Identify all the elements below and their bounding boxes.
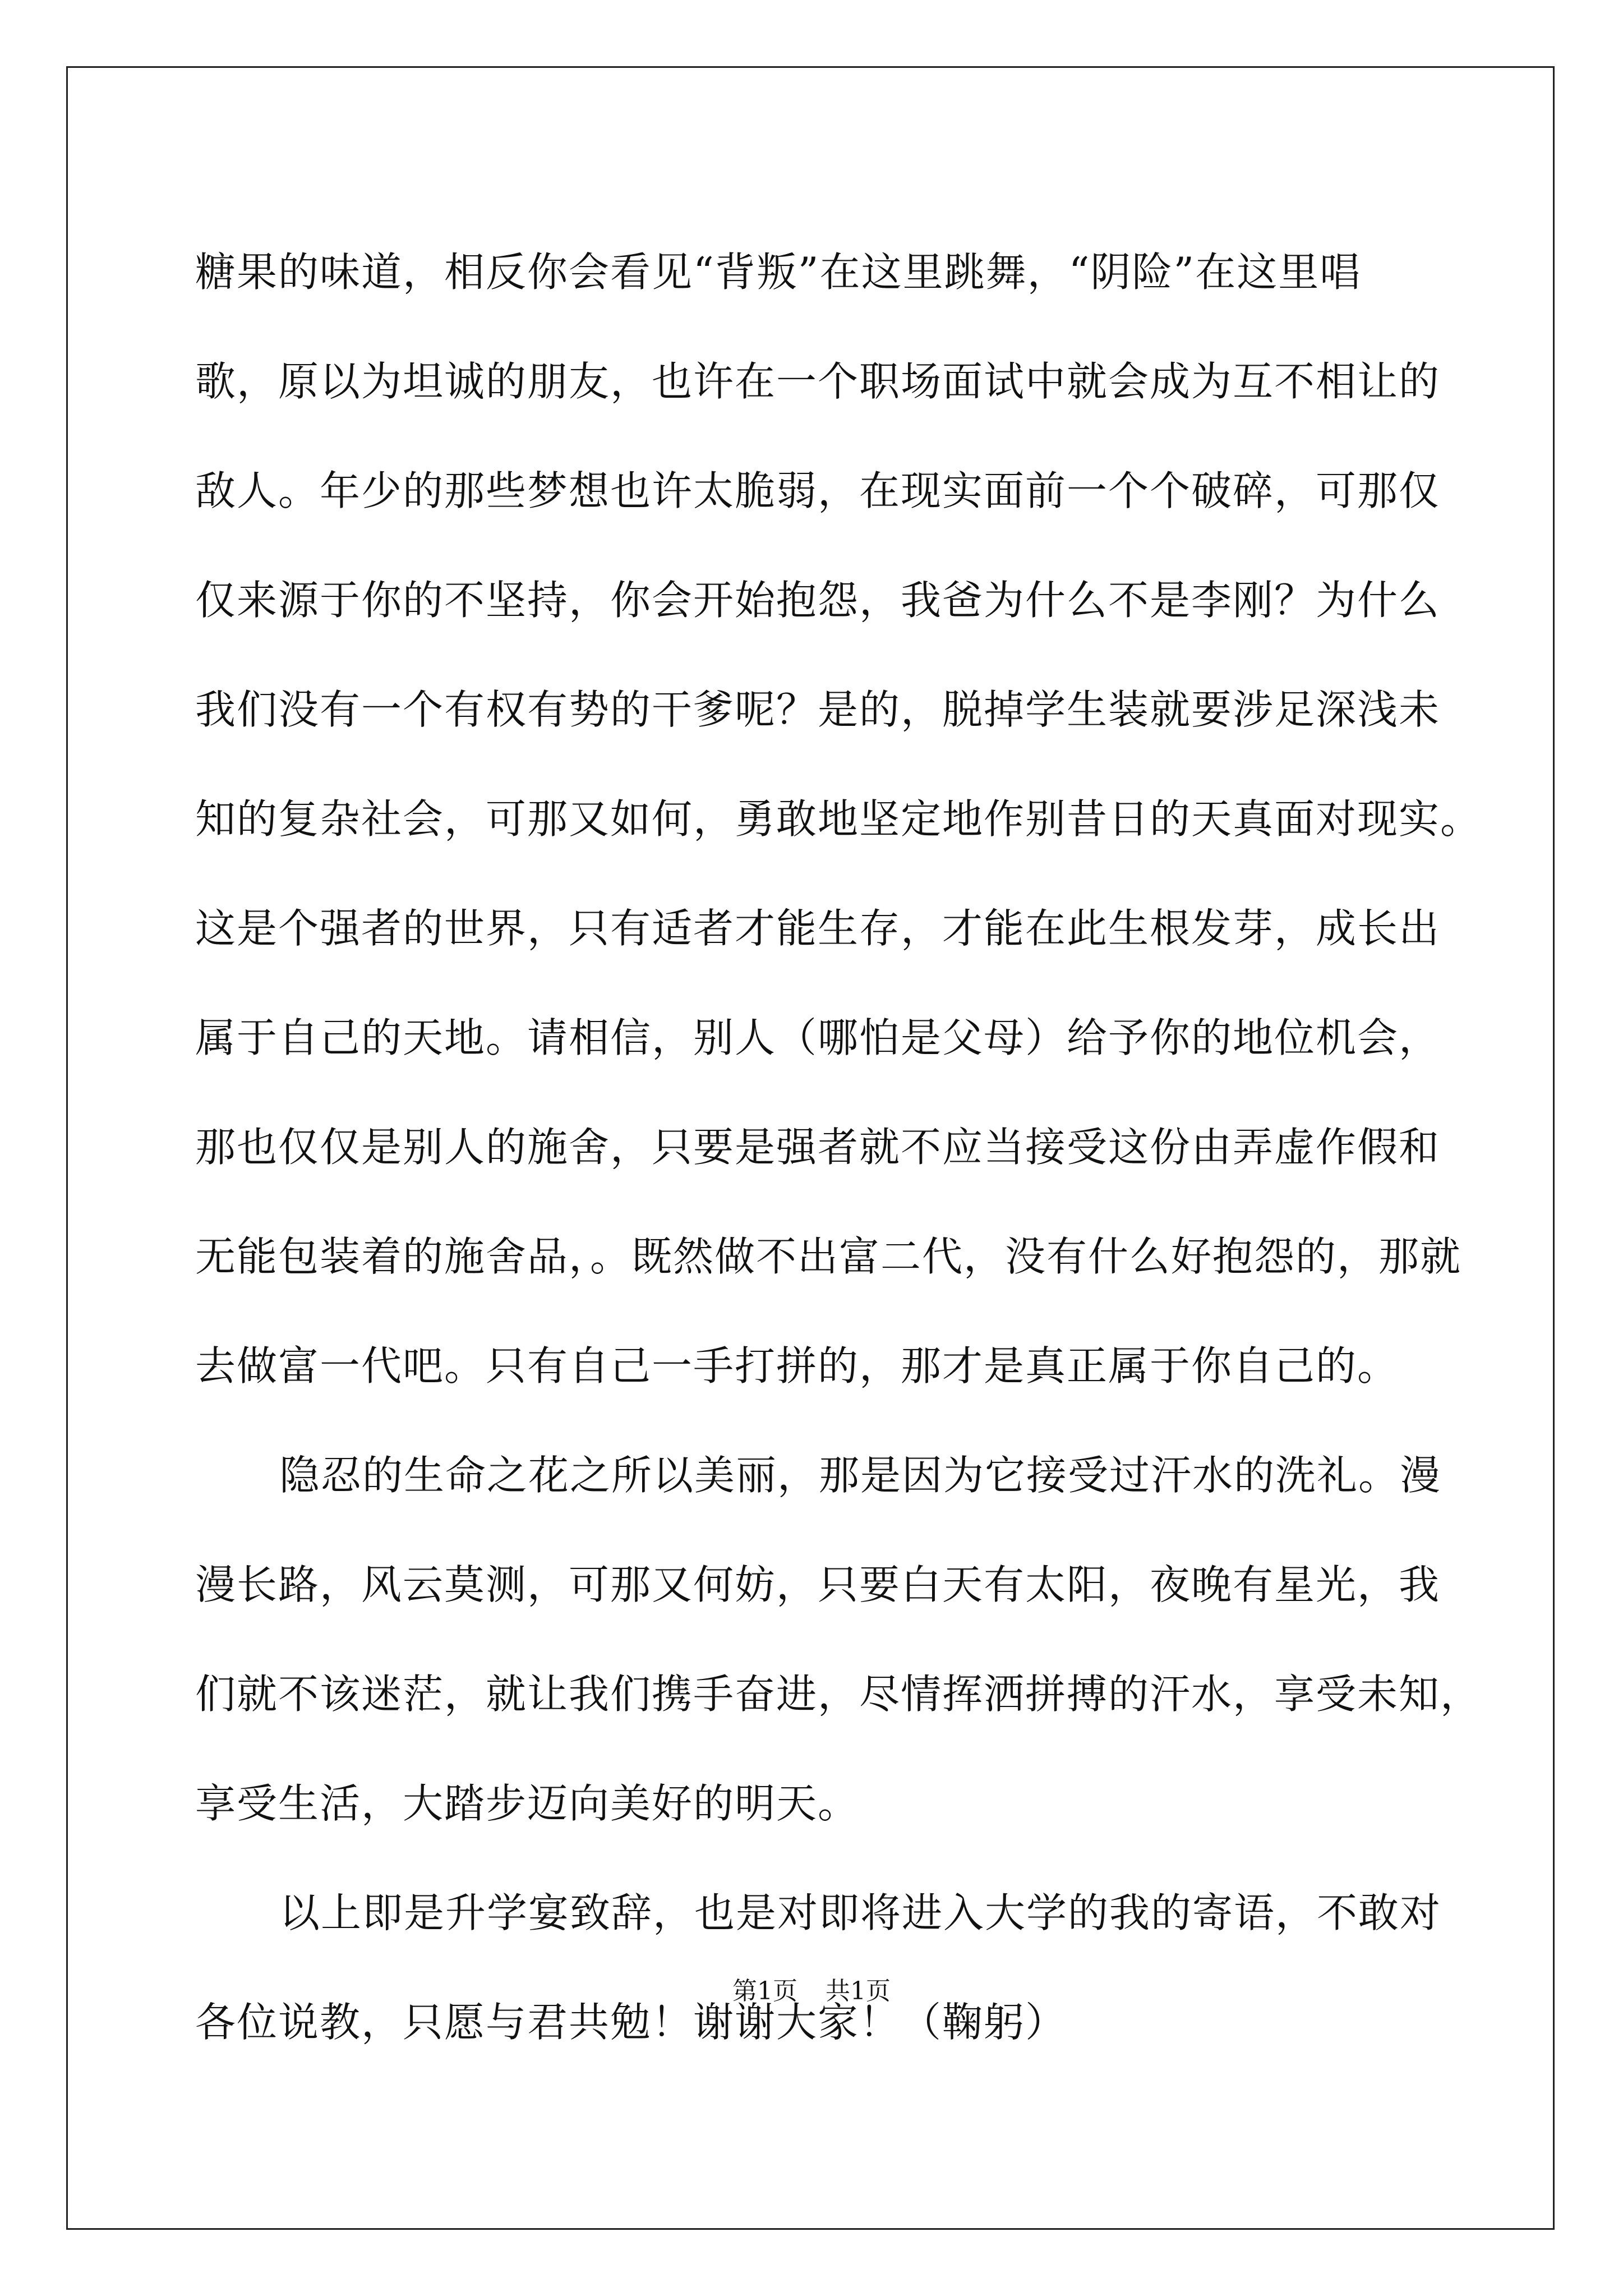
text-line: 歌，原以为坦诚的朋友，也许在一个职场面试中就会成为互不相让的 — [195, 358, 1441, 405]
text-line: 糖果的味道，相反你会看见“背叛”在这里跳舞，“阴险”在这里唱 — [195, 249, 1362, 296]
page-footer — [0, 1975, 1623, 2008]
text-line: 享受生活，大踏步迈向美好的明天。 — [195, 1780, 860, 1827]
text-line: 这是个强者的世界，只有适者才能生存，才能在此生根发芽，成长出 — [195, 905, 1441, 952]
paragraph-first-line: 以上即是升学宴致辞，也是对即将进入大学的我的寄语，不敢对 — [279, 1889, 1442, 1936]
text-line: 各位说教，只愿与君共勉！谢谢大家！（鞠躬） — [195, 1999, 1067, 2046]
text-line: 漫长路，风云莫测，可那又何妨，只要白天有太阳，夜晚有星光，我 — [195, 1561, 1441, 1608]
page-number-total: 共1页 — [826, 1977, 891, 2005]
text-line: 无能包装着的施舍品，。既然做不出富二代，没有什么好抱怨的，那就 — [195, 1233, 1462, 1280]
text-line: 知的复杂社会，可那又如何，勇敢地坚定地作别昔日的天真面对现实。 — [195, 795, 1482, 843]
document-body — [195, 218, 1482, 2077]
text-line: 敌人。年少的那些梦想也许太脆弱，在现实面前一个个破碎，可那仅 — [195, 467, 1441, 514]
text-line: 仅来源于你的不坚持，你会开始抱怨，我爸为什么不是李刚？为什么 — [195, 577, 1441, 624]
text-line: 那也仅仅是别人的施舍，只要是强者就不应当接受这份由弄虚作假和 — [195, 1124, 1441, 1171]
text-line: 去做富一代吧。只有自己一手打拼的，那才是真正属于你自己的。 — [195, 1342, 1399, 1389]
page-number-current: 第1页 — [732, 1977, 797, 2005]
text-line: 我们没有一个有权有势的干爹呢？是的，脱掉学生装就要涉足深浅未 — [195, 686, 1441, 733]
text-line: 们就不该迷茫，就让我们携手奋进，尽情挥洒拼搏的汗水，享受未知， — [195, 1671, 1482, 1718]
text-line: 属于自己的天地。请相信，别人（哪怕是父母）给予你的地位机会， — [195, 1014, 1441, 1061]
paragraph-first-line: 隐忍的生命之花之所以美丽，那是因为它接受过汗水的洗礼。漫 — [279, 1452, 1442, 1499]
